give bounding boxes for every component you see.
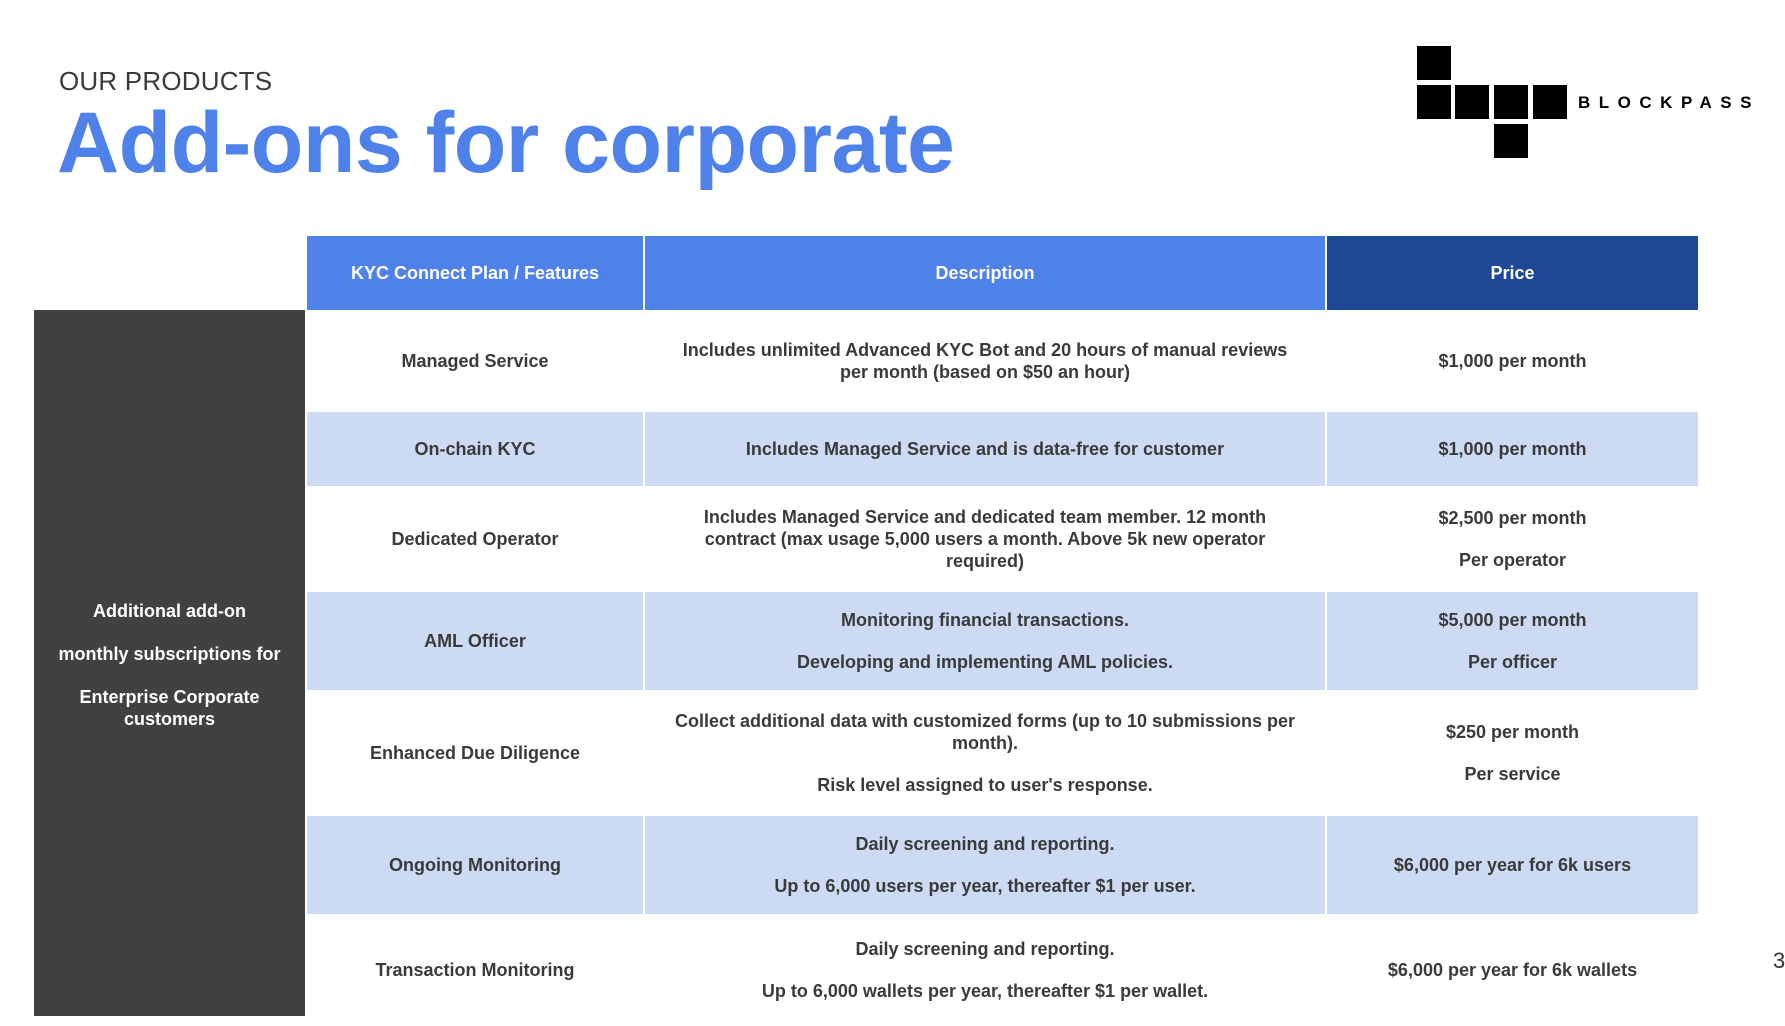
logo-square-icon: [1417, 46, 1451, 80]
feature-cell: Dedicated Operator: [306, 487, 644, 591]
table-row: [306, 691, 1699, 815]
price-line: Per service: [1464, 764, 1561, 784]
table-row: [306, 915, 1699, 1025]
blockpass-logo: [1417, 45, 1767, 161]
page-title: Add-ons for corporate: [57, 95, 955, 191]
addons-table: [305, 234, 1700, 1026]
feature-cell: Transaction Monitoring: [306, 915, 644, 1025]
price-cell: [1326, 691, 1699, 815]
table-row: [306, 311, 1699, 411]
price-cell: [1326, 915, 1699, 1025]
description-line: Includes Managed Service and is data-free for customer: [745, 439, 1225, 459]
description-line: Up to 6,000 users per year, thereafter $1 per user.: [774, 876, 1196, 896]
sidebar-panel: [34, 310, 305, 1016]
sidebar-line: Enterprise Corporate customers: [79, 687, 260, 729]
logo-square-icon: [1494, 124, 1528, 158]
description-line: Daily screening and reporting.: [855, 939, 1115, 959]
description-line: Collect additional data with customized forms (up to 10 submissions per month).: [674, 711, 1296, 753]
price-cell: [1326, 311, 1699, 411]
price-cell: [1326, 815, 1699, 915]
description-line: Up to 6,000 wallets per year, thereafter $1 per wallet.: [761, 981, 1209, 1001]
column-header-price: Price: [1326, 235, 1699, 311]
table-row: [306, 591, 1699, 691]
price-line: $1,000 per month: [1438, 439, 1587, 459]
description-cell: [644, 411, 1326, 487]
description-line: Risk level assigned to user's response.: [817, 775, 1153, 795]
description-line: Includes Managed Service and dedicated team member. 12 month contract (max usage 5,000 users a month. Above 5k new operator required): [703, 507, 1267, 571]
sidebar-line: Additional add-on: [93, 601, 246, 621]
price-line: $250 per month: [1445, 722, 1580, 742]
table-header-row: [306, 235, 1699, 311]
description-line: Daily screening and reporting.: [855, 834, 1115, 854]
price-cell: [1326, 591, 1699, 691]
feature-cell: On-chain KYC: [306, 411, 644, 487]
table-row: [306, 815, 1699, 915]
price-line: $5,000 per month: [1438, 610, 1587, 630]
feature-cell: Managed Service: [306, 311, 644, 411]
table-row: [306, 411, 1699, 487]
description-cell: [644, 311, 1326, 411]
logo-square-icon: [1533, 85, 1567, 119]
description-line: Includes unlimited Advanced KYC Bot and 20 hours of manual reviews per month (based on $50 an hour): [682, 340, 1288, 382]
column-header-description: Description: [644, 235, 1326, 311]
logo-square-icon: [1417, 85, 1451, 119]
column-header-feature: KYC Connect Plan / Features: [306, 235, 644, 311]
price-line: Per operator: [1458, 550, 1567, 570]
price-line: $6,000 per year for 6k users: [1393, 855, 1632, 875]
feature-cell: Ongoing Monitoring: [306, 815, 644, 915]
price-line: $2,500 per month: [1438, 508, 1587, 528]
price-cell: [1326, 411, 1699, 487]
table-row: [306, 487, 1699, 591]
description-cell: [644, 815, 1326, 915]
feature-cell: AML Officer: [306, 591, 644, 691]
price-cell: [1326, 487, 1699, 591]
price-line: Per officer: [1467, 652, 1558, 672]
description-cell: [644, 691, 1326, 815]
description-line: Developing and implementing AML policies.: [796, 652, 1174, 672]
page-number: 3: [1773, 948, 1785, 973]
logo-square-icon: [1455, 85, 1489, 119]
price-line: $6,000 per year for 6k wallets: [1387, 960, 1638, 980]
section-eyebrow: OUR PRODUCTS: [59, 66, 273, 96]
description-cell: [644, 591, 1326, 691]
description-line: Monitoring financial transactions.: [840, 610, 1130, 630]
description-cell: [644, 487, 1326, 591]
logo-wordmark: BLOCKPASS: [1578, 93, 1760, 112]
description-cell: [644, 915, 1326, 1025]
logo-square-icon: [1494, 85, 1528, 119]
sidebar-text: [34, 600, 305, 730]
price-line: $1,000 per month: [1438, 351, 1587, 371]
sidebar-line: monthly subscriptions for: [58, 644, 281, 664]
feature-cell: Enhanced Due Diligence: [306, 691, 644, 815]
